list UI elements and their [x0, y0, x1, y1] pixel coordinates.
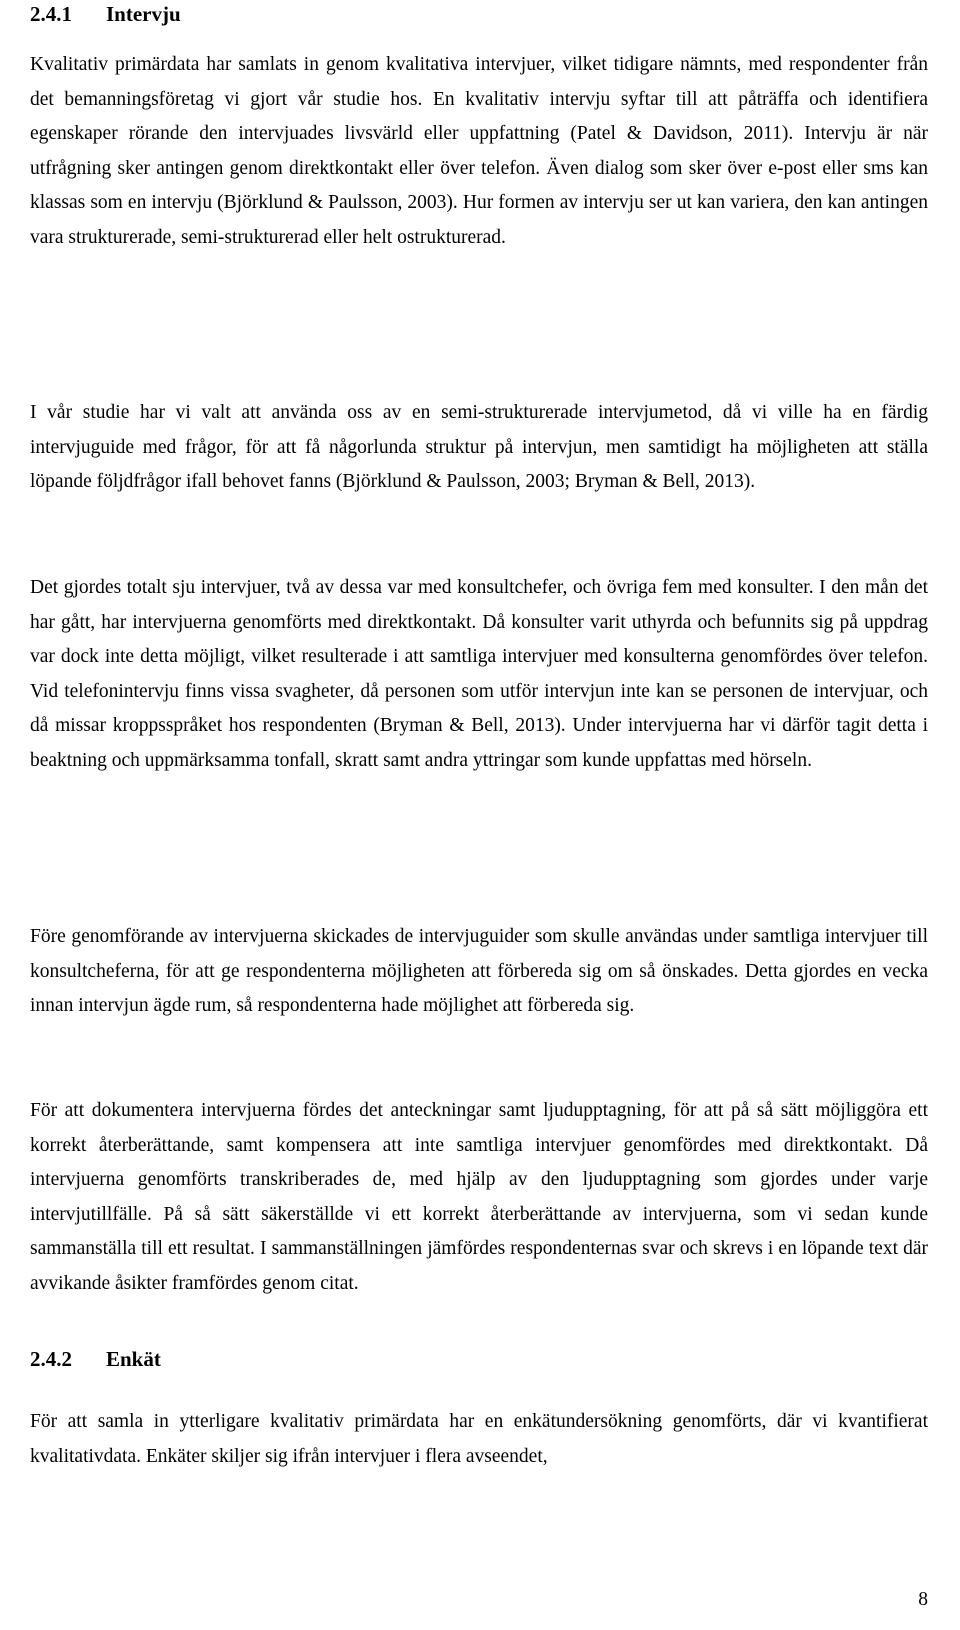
- section-number: 2.4.1: [30, 2, 72, 26]
- section-heading-enkat: [30, 1345, 161, 1373]
- section-heading-intervju: [30, 0, 181, 28]
- page-number: 8: [918, 1589, 928, 1610]
- section-number: 2.4.2: [30, 1347, 72, 1371]
- section-title: Intervju: [106, 2, 181, 26]
- paragraph: För att samla in ytterligare kvalitativ primärdata har en enkätundersökning genomförts, där vi kvantifierat kvalitativdata. Enkäter skiljer sig ifrån intervjuer i flera avseendet,: [30, 1411, 928, 1467]
- section-title: Enkät: [106, 1347, 161, 1371]
- paragraph: Före genomförande av intervjuerna skickades de intervjuguider som skulle användas under samtliga intervjuer till konsultcheferna, för att ge respondenterna möjligheten att förbereda sig om så önskades. Detta gjordes en vecka innan intervjun ägde rum, så respondenterna hade möjlighet att förbereda sig.: [30, 926, 928, 1016]
- paragraph: För att dokumentera intervjuerna fördes det anteckningar samt ljudupptagning, för att på så sätt möjliggöra ett korrekt återberättande, samt kompensera att inte samtliga intervjuer genomfördes med direktkontakt. Då intervjuerna genomförts transkriberades de, med hjälp av den ljudupptagning som gjordes under varje intervjutillfälle. På så sätt säkerställde vi ett korrekt återberättande av intervjuerna, som vi sedan kunde sammanställa till ett resultat. I sammanställningen jämfördes respondenternas svar och skrevs i en löpande text där avvikande åsikter framfördes genom citat.: [30, 1100, 928, 1294]
- paragraph: I vår studie har vi valt att använda oss av en semi-strukturerade intervjumetod, då vi ville ha en färdig intervjuguide med frågor, för att få någorlunda struktur på intervjun, men samtidigt ha möjligheten att ställa löpande följdfrågor ifall behovet fanns (Björklund & Paulsson, 2003; Bryman & Bell, 2013).: [30, 402, 928, 492]
- paragraph: Kvalitativ primärdata har samlats in genom kvalitativa intervjuer, vilket tidigare nämnts, med respondenter från det bemanningsföretag vi gjort vår studie hos. En kvalitativ intervju syftar till att påträffa och identifiera egenskaper rörande den intervjuades livsvärld eller uppfattning (Patel & Davidson, 2011). Intervju är när utfrågning sker antingen genom direktkontakt eller över telefon. Även dialog som sker över e-post eller sms kan klassas som en intervju (Björklund & Paulsson, 2003). Hur formen av intervju ser ut kan variera, den kan antingen vara strukturerade, semi-strukturerad eller helt ostrukturerad.: [30, 54, 928, 248]
- paragraph: Det gjordes totalt sju intervjuer, två av dessa var med konsultchefer, och övriga fem med konsulter. I den mån det har gått, har intervjuerna genomförts med direktkontakt. Då konsulter varit uthyrda och befunnits sig på uppdrag var dock inte detta möjligt, vilket resulterade i att samtliga intervjuer med konsulterna genomfördes över telefon. Vid telefonintervju finns vissa svagheter, då personen som utför intervjun inte kan se personen de intervjuar, och då missar kroppsspråket hos respondenten (Bryman & Bell, 2013). Under intervjuerna har vi därför tagit detta i beaktning och uppmärksamma tonfall, skratt samt andra yttringar som kunde uppfattas med hörseln.: [30, 577, 928, 771]
